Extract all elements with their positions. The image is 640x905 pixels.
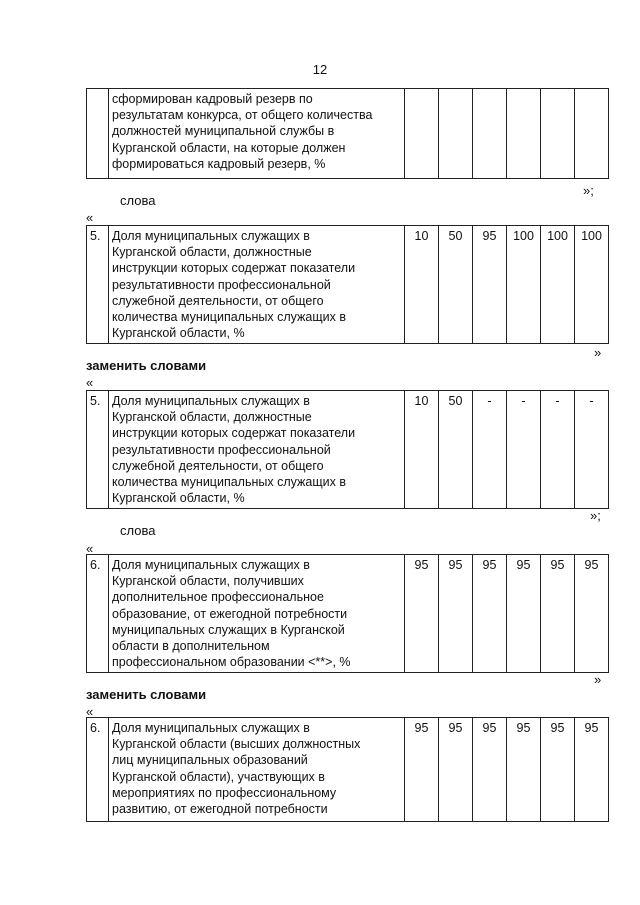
- value-cell: [541, 89, 575, 179]
- value-cell: [575, 89, 609, 179]
- value-cell: [473, 89, 507, 179]
- opening-quote: «: [86, 704, 94, 719]
- value-cell: -: [507, 391, 541, 509]
- row-description: [109, 555, 405, 673]
- description-line: должностей муниципальной службы в: [112, 124, 335, 139]
- description-line: служебной деятельности, от общего: [112, 293, 324, 308]
- description-line: профессиональном образовании <**>, %: [112, 655, 351, 670]
- description-line: Доля муниципальных служащих в: [112, 394, 310, 408]
- description-line: Курганской области, на которые должен: [112, 140, 346, 155]
- description-line: Курганской области, %: [112, 326, 245, 341]
- page-number: 12: [312, 62, 328, 77]
- value-cell: [439, 89, 473, 179]
- opening-quote: «: [86, 375, 94, 390]
- description-line: Курганской области, %: [112, 491, 245, 506]
- description-line: Курганской области, получивших: [112, 574, 304, 589]
- text-slova: слова: [120, 193, 156, 208]
- text-replace-with: заменить словами: [86, 358, 207, 373]
- value-cell: -: [473, 391, 507, 509]
- closing-quote: »;: [583, 183, 594, 198]
- value-cell: 95: [575, 555, 609, 673]
- description-line: инструкции которых содержат показатели: [112, 261, 356, 276]
- description-line: количества муниципальных служащих в: [112, 475, 346, 490]
- description-line: служебной деятельности, от общего: [112, 458, 324, 473]
- row-number: 6.: [87, 555, 109, 673]
- description-line: Доля муниципальных служащих в: [112, 229, 310, 243]
- description-line: Курганской области, должностные: [112, 245, 312, 260]
- value-cell: 10: [405, 226, 439, 344]
- value-cell: -: [541, 391, 575, 509]
- value-cell: 95: [575, 718, 609, 822]
- description-line: результативности профессиональной: [112, 277, 331, 292]
- description-line: Курганской области), участвующих в: [112, 769, 325, 784]
- value-cell: 50: [439, 226, 473, 344]
- description-line: результатам конкурса, от общего количества: [112, 108, 373, 123]
- row-description: [109, 226, 405, 344]
- table-row-6-new: [86, 717, 609, 822]
- row-number: 6.: [87, 718, 109, 822]
- value-cell: 95: [507, 718, 541, 822]
- opening-quote: «: [86, 210, 94, 225]
- value-cell: [405, 89, 439, 179]
- description-line: Доля муниципальных служащих в: [112, 558, 310, 572]
- value-cell: 95: [541, 718, 575, 822]
- value-cell: 95: [473, 555, 507, 673]
- value-cell: 100: [507, 226, 541, 344]
- value-cell: 95: [439, 555, 473, 673]
- opening-quote: «: [86, 541, 94, 556]
- description-line: развитию, от ежегодной потребности: [112, 802, 328, 817]
- row-description: [109, 391, 405, 509]
- value-cell: 95: [439, 718, 473, 822]
- description-line: формироваться кадровый резерв, %: [112, 156, 326, 171]
- value-cell: 95: [405, 555, 439, 673]
- row-number: 5.: [87, 226, 109, 344]
- description-line: Курганской области (высших должностных: [112, 737, 361, 752]
- description-line: Доля муниципальных служащих в: [112, 721, 310, 735]
- table-row-6-old: [86, 554, 609, 673]
- description-line: мероприятиях по профессиональному: [112, 785, 337, 800]
- table-row-5-new: [86, 390, 609, 509]
- text-replace-with: заменить словами: [86, 687, 207, 702]
- description-line: сформирован кадровый резерв по: [112, 92, 313, 106]
- description-line: дополнительное профессиональное: [112, 590, 324, 605]
- value-cell: 95: [473, 718, 507, 822]
- row-description: [109, 718, 405, 822]
- table-row-prev: [86, 88, 609, 179]
- closing-quote: »: [594, 345, 602, 360]
- value-cell: 95: [541, 555, 575, 673]
- value-cell: 100: [575, 226, 609, 344]
- description-line: образование, от ежегодной потребности: [112, 606, 348, 621]
- value-cell: 95: [473, 226, 507, 344]
- description-line: количества муниципальных служащих в: [112, 310, 346, 325]
- value-cell: 95: [405, 718, 439, 822]
- value-cell: 95: [507, 555, 541, 673]
- value-cell: [507, 89, 541, 179]
- description-line: муниципальных служащих в Курганской: [112, 622, 345, 637]
- description-line: результативности профессиональной: [112, 442, 331, 457]
- description-line: инструкции которых содержат показатели: [112, 426, 356, 441]
- value-cell: 10: [405, 391, 439, 509]
- value-cell: -: [575, 391, 609, 509]
- description-line: области в дополнительном: [112, 639, 270, 654]
- closing-quote: »;: [590, 508, 601, 523]
- description-line: Курганской области, должностные: [112, 410, 312, 425]
- row-description: [109, 89, 405, 179]
- closing-quote: »: [594, 672, 602, 687]
- value-cell: 50: [439, 391, 473, 509]
- value-cell: 100: [541, 226, 575, 344]
- description-line: лиц муниципальных образований: [112, 753, 308, 768]
- row-number: [87, 89, 109, 179]
- text-slova: слова: [120, 523, 156, 538]
- table-row-5-old: [86, 225, 609, 344]
- row-number: 5.: [87, 391, 109, 509]
